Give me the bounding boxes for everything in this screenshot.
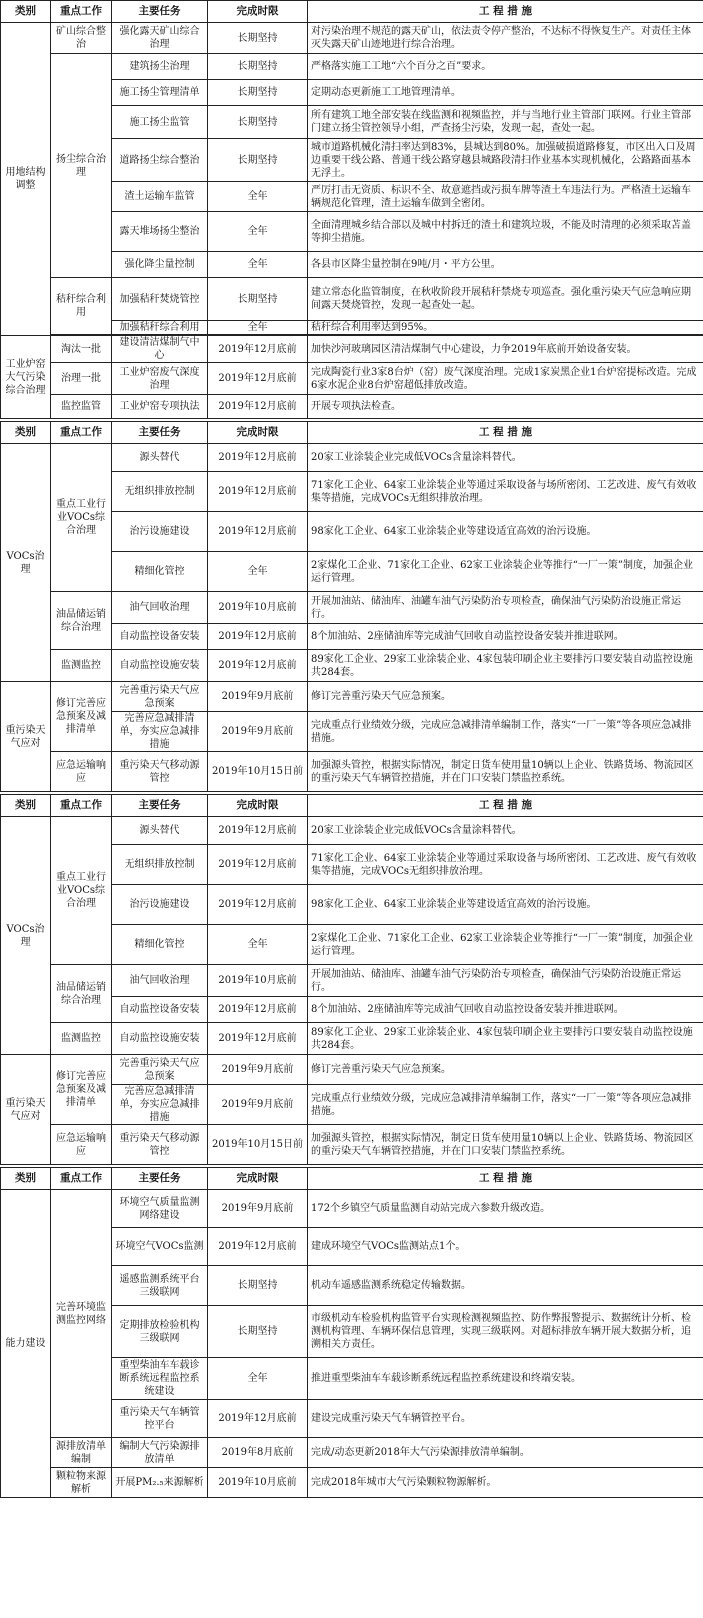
key-work-cell: 油品储运销综合治理 <box>51 592 112 650</box>
measure-cell: 修订完善重污染天气应急预案。 <box>308 682 703 712</box>
deadline-cell: 2019年9月底前 <box>208 1085 308 1125</box>
measure-cell: 完成2018年城市大气污染颗粒物源解析。 <box>308 1468 703 1498</box>
measure-cell: 对污染治理不规范的露天矿山，依法责令停产整治，不达标不得恢复生产。对责任主体灭失露天矿山迹地进行综合治理。 <box>308 23 703 54</box>
deadline-cell: 全年 <box>208 182 308 212</box>
deadline-cell: 2019年12月底前 <box>208 885 308 925</box>
measure-cell: 89家化工企业、29家工业涂装企业、4家包装印刷企业主要排污口要安装自动监控设施共284套。 <box>308 650 703 682</box>
key-work-cell: 监测监控 <box>51 1023 112 1055</box>
table-row <box>1 752 703 792</box>
category-cell: 能力建设 <box>1 1190 51 1498</box>
task-cell: 自动监控设备安装 <box>112 997 208 1023</box>
deadline-cell: 2019年10月底前 <box>208 965 308 997</box>
table-row <box>1 592 703 624</box>
deadline-cell: 2019年10月底前 <box>208 592 308 624</box>
measure-cell: 市级机动车检验机构监管平台实现检测视频监控、防作弊报警提示、数据统计分析、检测机构管理、车辆环保信息管理，实现三级联网。对超标排放车辆开展大数据分析，追溯相关方责任。 <box>308 1306 703 1358</box>
task-cell: 自动监控设施安装 <box>112 650 208 682</box>
task-cell: 建筑扬尘治理 <box>112 54 208 80</box>
header-row <box>1 1168 703 1190</box>
task-cell: 重污染天气车辆管控平台 <box>112 1400 208 1438</box>
header-category: 类别 <box>1 1168 51 1190</box>
key-work-cell: 应急运输响应 <box>51 752 112 792</box>
task-cell: 施工扬尘监管 <box>112 106 208 139</box>
task-cell: 开展PM₂.₅来源解析 <box>112 1468 208 1498</box>
task-cell: 环境空气VOCs监测 <box>112 1228 208 1266</box>
category-cell: 工业炉窑大气污染综合治理 <box>1 336 51 419</box>
deadline-cell: 2019年9月底前 <box>208 682 308 712</box>
task-cell: 强化露天矿山综合治理 <box>112 23 208 54</box>
measure-cell: 71家化工企业、64家工业涂装企业等通过采取设备与场所密闭、工艺改进、废气有效收集等措施，完成VOCs无组织排放治理。 <box>308 472 703 512</box>
measure-cell: 所有建筑工地全部安装在线监测和视频监控，并与当地行业主管部门联网。行业主管部门建立扬尘管控领导小组，严查扬尘污染，发现一起，查处一起。 <box>308 106 703 139</box>
task-cell: 露天堆场扬尘整治 <box>112 212 208 252</box>
table-row <box>1 682 703 712</box>
task-cell: 治污设施建设 <box>112 512 208 552</box>
measure-cell: 加强源头管控，根据实际情况，制定日货车使用量10辆以上企业、铁路货场、物流园区的重污染天气车辆管控措施，并在门口安装门禁监控系统。 <box>308 1125 703 1165</box>
key-work-cell: 颗粒物来源解析 <box>51 1468 112 1498</box>
table-row <box>1 817 703 845</box>
measure-cell: 加强源头管控，根据实际情况，制定日货车使用量10辆以上企业、铁路货场、物流园区的重污染天气车辆管控措施，并在门口安装门禁监控系统。 <box>308 752 703 792</box>
deadline-cell: 2019年8月底前 <box>208 1438 308 1468</box>
deadline-cell: 2019年12月底前 <box>208 997 308 1023</box>
task-cell: 油气回收治理 <box>112 965 208 997</box>
measure-cell: 各县市区降尘量控制在9吨/月・平方公里。 <box>308 252 703 278</box>
table-row <box>1 54 703 80</box>
deadline-cell: 全年 <box>208 252 308 278</box>
task-cell: 无组织排放控制 <box>112 845 208 885</box>
header-deadline: 完成时限 <box>208 1 308 23</box>
key-work-cell: 治理一批 <box>51 363 112 395</box>
task-cell: 施工扬尘管理清单 <box>112 80 208 106</box>
measure-cell: 98家化工企业、64家工业涂装企业等建设适宜高效的治污设施。 <box>308 512 703 552</box>
task-cell: 建设清洁煤制气中心 <box>112 336 208 363</box>
task-cell: 编制大气污染源排放清单 <box>112 1438 208 1468</box>
table-row <box>1 363 703 395</box>
deadline-cell: 2019年12月底前 <box>208 817 308 845</box>
measure-cell: 修订完善重污染天气应急预案。 <box>308 1055 703 1085</box>
header-key-work: 重点工作 <box>51 422 112 444</box>
category-cell: VOCs治理 <box>1 817 51 1055</box>
key-work-cell: 油品储运销综合治理 <box>51 965 112 1023</box>
task-cell: 源头替代 <box>112 817 208 845</box>
key-work-cell: 监控监管 <box>51 395 112 419</box>
table-row <box>1 1438 703 1468</box>
measure-cell: 2家煤化工企业、71家化工企业、62家工业涂装企业等推行“一厂一策”制度，加强企业运行管理。 <box>308 552 703 592</box>
measure-cell: 严格落实施工工地“六个百分之百”要求。 <box>308 54 703 80</box>
header-measures: 工 程 措 施 <box>308 795 703 817</box>
task-cell: 精细化管控 <box>112 552 208 592</box>
deadline-cell: 长期坚持 <box>208 1266 308 1306</box>
table-row <box>1 1023 703 1055</box>
task-cell: 自动监控设备安装 <box>112 624 208 650</box>
table-row <box>1 23 703 54</box>
task-cell: 油气回收治理 <box>112 592 208 624</box>
measure-cell: 71家化工企业、64家工业涂装企业等通过采取设备与场所密闭、工艺改进、废气有效收集等措施，完成VOCs无组织排放治理。 <box>308 845 703 885</box>
task-cell: 治污设施建设 <box>112 885 208 925</box>
deadline-cell: 2019年9月底前 <box>208 1055 308 1085</box>
header-deadline: 完成时限 <box>208 422 308 444</box>
measure-cell: 建立常态化监管制度，在秋收阶段开展秸秆禁烧专项巡查。强化重污染天气应急响应期间露天焚烧管控，发现一起查处一起。 <box>308 278 703 321</box>
key-work-cell: 监测监控 <box>51 650 112 682</box>
deadline-cell: 2019年10月底前 <box>208 1468 308 1498</box>
task-cell: 加强秸秆综合利用 <box>112 321 208 335</box>
measure-cell: 严厉打击无资质、标识不全、故意遮挡或污损车牌等渣土车违法行为。严格渣土运输车辆规范化管理，渣土运输车做到全密闭。 <box>308 182 703 212</box>
header-key-work: 重点工作 <box>51 1168 112 1190</box>
deadline-cell: 2019年12月底前 <box>208 363 308 395</box>
header-key-work: 重点工作 <box>51 795 112 817</box>
measure-cell: 秸秆综合利用率达到95%。 <box>308 321 703 335</box>
deadline-cell: 全年 <box>208 925 308 965</box>
table-row <box>1 395 703 419</box>
task-cell: 完善应急减排清单，夯实应急减排措施 <box>112 1085 208 1125</box>
table-row <box>1 336 703 363</box>
task-cell: 完善应急减排清单，夯实应急减排措施 <box>112 712 208 752</box>
task-cell: 强化降尘量控制 <box>112 252 208 278</box>
deadline-cell: 2019年12月底前 <box>208 472 308 512</box>
key-work-cell: 源排放清单编制 <box>51 1438 112 1468</box>
header-task: 主要任务 <box>112 795 208 817</box>
header-measures: 工 程 措 施 <box>308 422 703 444</box>
measure-cell: 完成陶瓷行业3家8台炉（窑）废气深度治理。完成1家炭黑企业1台炉窑提标改造。完成6家水泥企业8台炉窑超低排放改造。 <box>308 363 703 395</box>
key-work-cell: 矿山综合整治 <box>51 23 112 54</box>
deadline-cell: 2019年12月底前 <box>208 845 308 885</box>
deadline-cell: 2019年12月底前 <box>208 336 308 363</box>
measure-cell: 20家工业涂装企业完成低VOCs含量涂料替代。 <box>308 444 703 472</box>
key-work-cell: 应急运输响应 <box>51 1125 112 1165</box>
deadline-cell: 2019年12月底前 <box>208 1228 308 1266</box>
deadline-cell: 2019年10月15日前 <box>208 752 308 792</box>
measure-cell: 建成环境空气VOCs监测站点1个。 <box>308 1228 703 1266</box>
task-cell: 无组织排放控制 <box>112 472 208 512</box>
deadline-cell: 长期坚持 <box>208 278 308 321</box>
deadline-cell: 长期坚持 <box>208 106 308 139</box>
task-cell: 工业炉窑专项执法 <box>112 395 208 419</box>
table-row <box>1 1468 703 1498</box>
table-section-1 <box>0 0 703 419</box>
task-cell: 重型柴油车车载诊断系统远程监控系统建设 <box>112 1358 208 1400</box>
header-row <box>1 1 703 23</box>
measure-cell: 开展加油站、储油库、油罐车油气污染防治专项检查，确保油气污染防治设施正常运行。 <box>308 965 703 997</box>
task-cell: 源头替代 <box>112 444 208 472</box>
task-cell: 重污染天气移动源管控 <box>112 1125 208 1165</box>
header-measures: 工 程 措 施 <box>308 1168 703 1190</box>
table-section-4 <box>0 1167 703 1498</box>
measure-cell: 完成/动态更新2018年大气污染源排放清单编制。 <box>308 1438 703 1468</box>
table-row <box>1 650 703 682</box>
key-work-cell: 修订完善应急预案及减排清单 <box>51 1055 112 1125</box>
category-cell: VOCs治理 <box>1 444 51 682</box>
header-category: 类别 <box>1 1 51 23</box>
category-cell: 重污染天气应对 <box>1 1055 51 1165</box>
measure-cell: 8个加油站、2座储油库等完成油气回收自动监控设备安装并推进联网。 <box>308 997 703 1023</box>
header-deadline: 完成时限 <box>208 1168 308 1190</box>
deadline-cell: 2019年12月底前 <box>208 624 308 650</box>
table-row <box>1 278 703 321</box>
key-work-cell: 淘汰一批 <box>51 336 112 363</box>
measure-cell: 定期动态更新施工工地管理清单。 <box>308 80 703 106</box>
deadline-cell: 全年 <box>208 1358 308 1400</box>
key-work-cell: 修订完善应急预案及减排清单 <box>51 682 112 752</box>
task-cell: 工业炉窑废气深度治理 <box>112 363 208 395</box>
table-row <box>1 1190 703 1228</box>
task-cell: 定期排放检验机构三级联网 <box>112 1306 208 1358</box>
key-work-cell: 完善环境监测监控网络 <box>51 1190 112 1438</box>
task-cell: 完善重污染天气应急预案 <box>112 1055 208 1085</box>
measure-cell: 全面清理城乡结合部以及城中村拆迁的渣土和建筑垃圾，不能及时清理的必须采取苫盖等抑尘措施。 <box>308 212 703 252</box>
task-cell: 精细化管控 <box>112 925 208 965</box>
measure-cell: 20家工业涂装企业完成低VOCs含量涂料替代。 <box>308 817 703 845</box>
measure-cell: 8个加油站、2座储油库等完成油气回收自动监控设备安装并推进联网。 <box>308 624 703 650</box>
deadline-cell: 2019年12月底前 <box>208 444 308 472</box>
deadline-cell: 2019年12月底前 <box>208 650 308 682</box>
key-work-cell: 重点工业行业VOCs综合治理 <box>51 817 112 965</box>
header-row <box>1 422 703 444</box>
measure-cell: 完成重点行业绩效分级，完成应急减排清单编制工作，落实“一厂一策”等各项应急减排措施。 <box>308 712 703 752</box>
measure-cell: 建设完成重污染天气车辆管控平台。 <box>308 1400 703 1438</box>
measure-cell: 89家化工企业、29家工业涂装企业、4家包装印刷企业主要排污口要安装自动监控设施共284套。 <box>308 1023 703 1055</box>
header-task: 主要任务 <box>112 422 208 444</box>
task-cell: 加强秸秆焚烧管控 <box>112 278 208 321</box>
deadline-cell: 长期坚持 <box>208 54 308 80</box>
deadline-cell: 长期坚持 <box>208 23 308 54</box>
header-category: 类别 <box>1 795 51 817</box>
measure-cell: 开展专项执法检查。 <box>308 395 703 419</box>
header-measures: 工 程 措 施 <box>308 1 703 23</box>
measure-cell: 城市道路机械化清扫率达到83%，县城达到80%。加强破损道路修复，市区出入口及周边重要干线公路、普通干线公路穿越县城路段清扫作业基本实现机械化，公路路面基本无浮土。 <box>308 139 703 182</box>
measure-cell: 机动车遥感监测系统稳定传输数据。 <box>308 1266 703 1306</box>
table-row <box>1 1055 703 1085</box>
deadline-cell: 2019年12月底前 <box>208 1400 308 1438</box>
header-row <box>1 795 703 817</box>
deadline-cell: 2019年12月底前 <box>208 1023 308 1055</box>
measure-cell: 98家化工企业、64家工业涂装企业等建设适宜高效的治污设施。 <box>308 885 703 925</box>
header-deadline: 完成时限 <box>208 795 308 817</box>
category-cell: 用地结构调整 <box>1 23 51 336</box>
header-category: 类别 <box>1 422 51 444</box>
task-cell: 遥感监测系统平台三级联网 <box>112 1266 208 1306</box>
deadline-cell: 全年 <box>208 552 308 592</box>
deadline-cell: 2019年9月底前 <box>208 1190 308 1228</box>
deadline-cell: 2019年12月底前 <box>208 512 308 552</box>
measure-cell: 开展加油站、储油库、油罐车油气污染防治专项检查，确保油气污染防治设施正常运行。 <box>308 592 703 624</box>
header-key-work: 重点工作 <box>51 1 112 23</box>
table-row <box>1 965 703 997</box>
task-cell: 渣土运输车监管 <box>112 182 208 212</box>
measure-cell: 2家煤化工企业、71家化工企业、62家工业涂装企业等推行“一厂一策”制度，加强企业运行管理。 <box>308 925 703 965</box>
header-task: 主要任务 <box>112 1 208 23</box>
deadline-cell: 2019年12月底前 <box>208 395 308 419</box>
deadline-cell: 长期坚持 <box>208 1306 308 1358</box>
key-work-cell: 重点工业行业VOCs综合治理 <box>51 444 112 592</box>
table-section-2 <box>0 421 703 792</box>
key-work-cell: 扬尘综合治理 <box>51 54 112 278</box>
deadline-cell: 长期坚持 <box>208 139 308 182</box>
key-work-cell: 秸秆综合利用 <box>51 278 112 335</box>
measure-cell: 推进重型柴油车车载诊断系统远程监控系统建设和终端安装。 <box>308 1358 703 1400</box>
task-cell: 道路扬尘综合整治 <box>112 139 208 182</box>
task-cell: 重污染天气移动源管控 <box>112 752 208 792</box>
task-cell: 完善重污染天气应急预案 <box>112 682 208 712</box>
deadline-cell: 全年 <box>208 321 308 335</box>
table-section-3 <box>0 794 703 1165</box>
deadline-cell: 2019年9月底前 <box>208 712 308 752</box>
category-cell: 重污染天气应对 <box>1 682 51 792</box>
deadline-cell: 2019年10月15日前 <box>208 1125 308 1165</box>
measure-cell: 完成重点行业绩效分级，完成应急减排清单编制工作，落实“一厂一策”等各项应急减排措施。 <box>308 1085 703 1125</box>
task-cell: 自动监控设施安装 <box>112 1023 208 1055</box>
measure-cell: 172个乡镇空气质量监测自动站完成六参数升级改造。 <box>308 1190 703 1228</box>
table-row <box>1 444 703 472</box>
deadline-cell: 长期坚持 <box>208 80 308 106</box>
header-task: 主要任务 <box>112 1168 208 1190</box>
measure-cell: 加快沙河玻璃园区清洁煤制气中心建设，力争2019年底前开始设备安装。 <box>308 336 703 363</box>
deadline-cell: 全年 <box>208 212 308 252</box>
task-cell: 环境空气质量监测网络建设 <box>112 1190 208 1228</box>
table-row <box>1 1125 703 1165</box>
